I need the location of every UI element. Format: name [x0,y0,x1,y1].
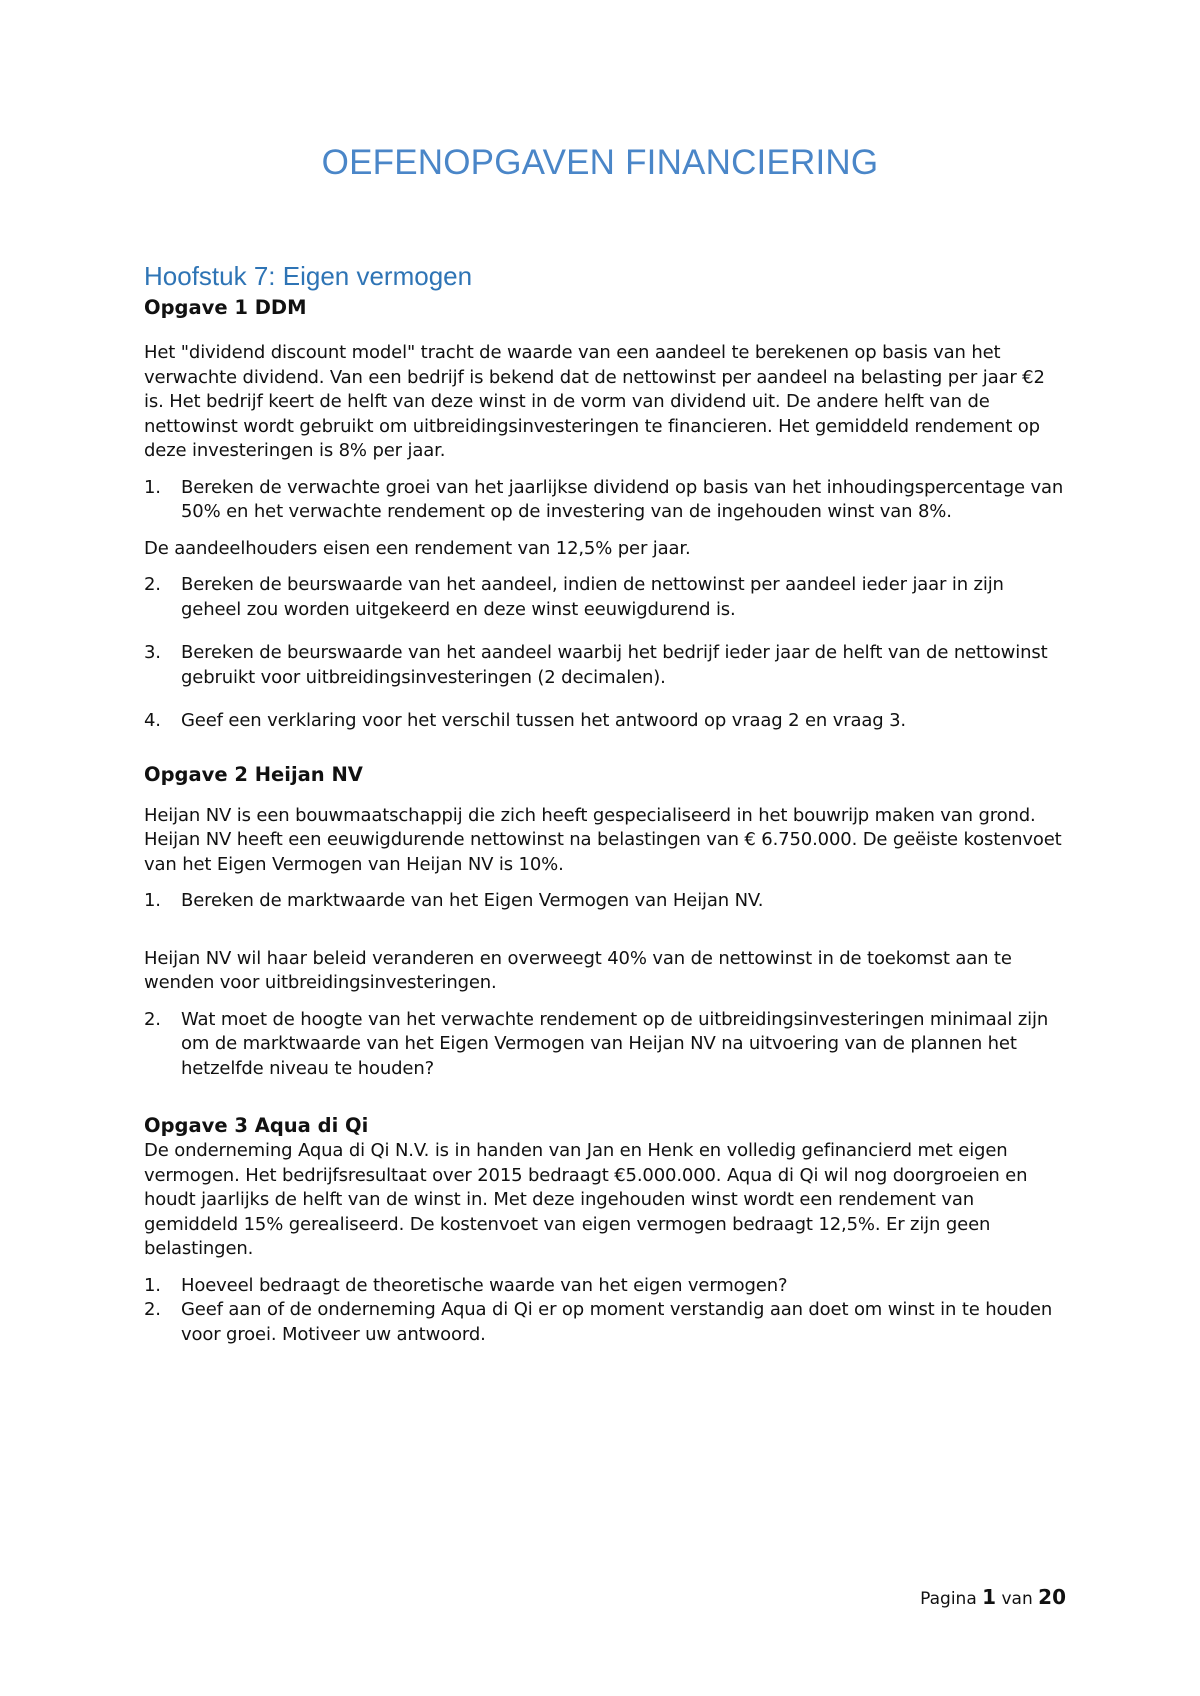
opgave-2-heading: Opgave 2 Heijan NV [144,762,363,786]
footer-label-pagina: Pagina [920,1589,977,1609]
opgave-2-questions-b [144,1008,1069,1082]
opgave-1-heading: Opgave 1 DDM [144,296,307,319]
opgave-1-question-3 [144,641,1069,690]
question-text: Geef aan of de onderneming Aqua di Qi er op moment verstandig aan doet om winst in te houden voor groei. Motiveer uw antwoord. [181,1299,1053,1345]
opgave-3-heading: Opgave 3 Aqua di Qi [144,1114,369,1137]
document-content [144,260,1069,1347]
question-text: Bereken de verwachte groei van het jaarlijkse dividend op basis van het inhoudingspercentage van 50% en het verwachte rendement op de investering van de ingehouden winst van 8%. [181,476,1064,522]
footer-page-total: 20 [1038,1585,1066,1609]
opgave-3-question-2 [144,1298,1069,1347]
opgave-2-question-2 [144,1008,1069,1082]
opgave-2-intro: Heijan NV is een bouwmaatschappij die zich heeft gespecialiseerd in het bouwrijp maken van grond. Heijan NV heeft een eeuwigdurende nettowinst na belastingen van € 6.750.000. De geëiste kostenvoet van het Eigen Vermogen van Heijan NV is 10%. [144,804,1062,875]
opgave-2-policy: Heijan NV wil haar beleid veranderen en overweegt 40% van de nettowinst in de toekomst aan te wenden voor uitbreidingsinvesteringen. [144,947,1012,993]
question-number: 1. [144,890,161,911]
question-number: 2. [144,574,161,595]
question-number: 1. [144,476,161,498]
opgave-1-question-4 [144,709,1069,734]
question-number: 3. [144,642,161,663]
opgave-2-questions-a [144,889,1069,914]
opgave-1-intro: Het "dividend discount model" tracht de waarde van een aandeel te berekenen op basis van het verwachte dividend. Van een bedrijf is bekend dat de nettowinst per aandeel na belasting per jaar €2 is. Het bedrijf keert de helft van deze winst in de vorm van dividend uit. De andere helft van de nettowinst wordt gebruikt om uitbreidingsinvesteringen te financieren. Het gemiddeld rendement op deze investeringen is 8% per jaar. [144,342,1045,461]
opgave-1-questions-b [144,573,1069,734]
question-text: Wat moet de hoogte van het verwachte rendement op de uitbreidingsinvesteringen minimaal zijn om de marktwaarde van het Eigen Vermogen van Heijan NV na uitvoering van de plannen het hetzelfde niveau te houden? [181,1008,1049,1079]
opgave-1-questions-a [144,476,1069,525]
question-number: 1. [144,1274,161,1296]
question-text: Geef een verklaring voor het verschil tussen het antwoord op vraag 2 en vraag 3. [181,710,906,731]
question-number: 2. [144,1299,161,1320]
document-title: OEFENOPGAVEN FINANCIERING [321,143,879,182]
opgave-3-question-1 [144,1274,1069,1299]
opgave-3-intro: De onderneming Aqua di Qi N.V. is in handen van Jan en Henk en volledig gefinancierd met eigen vermogen. Het bedrijfsresultaat over 2015 bedraagt €5.000.000. Aqua di Qi wil nog doorgroeien en houdt jaarlijks de helft van de winst in. Met deze ingehouden winst wordt een rendement van gemiddeld 15% gerealiseerd. De kostenvoet van eigen vermogen bedraagt 12,5%. Er zijn geen belastingen. [144,1140,1028,1259]
question-number: 4. [144,710,161,731]
question-text: Bereken de beurswaarde van het aandeel waarbij het bedrijf ieder jaar de helft van de nettowinst gebruikt voor uitbreidingsinvesteringen (2 decimalen). [181,642,1048,688]
chapter-heading: Hoofstuk 7: Eigen vermogen [144,261,473,291]
footer-page-number: 1 [982,1585,997,1609]
opgave-1-question-1 [144,476,1069,525]
question-number: 2. [144,1008,161,1030]
page-footer [920,1585,1066,1609]
footer-label-van: van [1001,1589,1033,1609]
opgave-1-requirement: De aandeelhouders eisen een rendement van 12,5% per jaar. [144,537,691,559]
opgave-1-question-2 [144,573,1069,622]
question-text: Bereken de beurswaarde van het aandeel, indien de nettowinst per aandeel ieder jaar in zijn geheel zou worden uitgekeerd en deze winst eeuwigdurend is. [181,574,1004,620]
question-text: Bereken de marktwaarde van het Eigen Vermogen van Heijan NV. [181,890,764,911]
question-text: Hoeveel bedraagt de theoretische waarde van het eigen vermogen? [181,1274,788,1296]
opgave-3-questions [144,1274,1069,1348]
opgave-2-question-1 [144,889,1069,914]
